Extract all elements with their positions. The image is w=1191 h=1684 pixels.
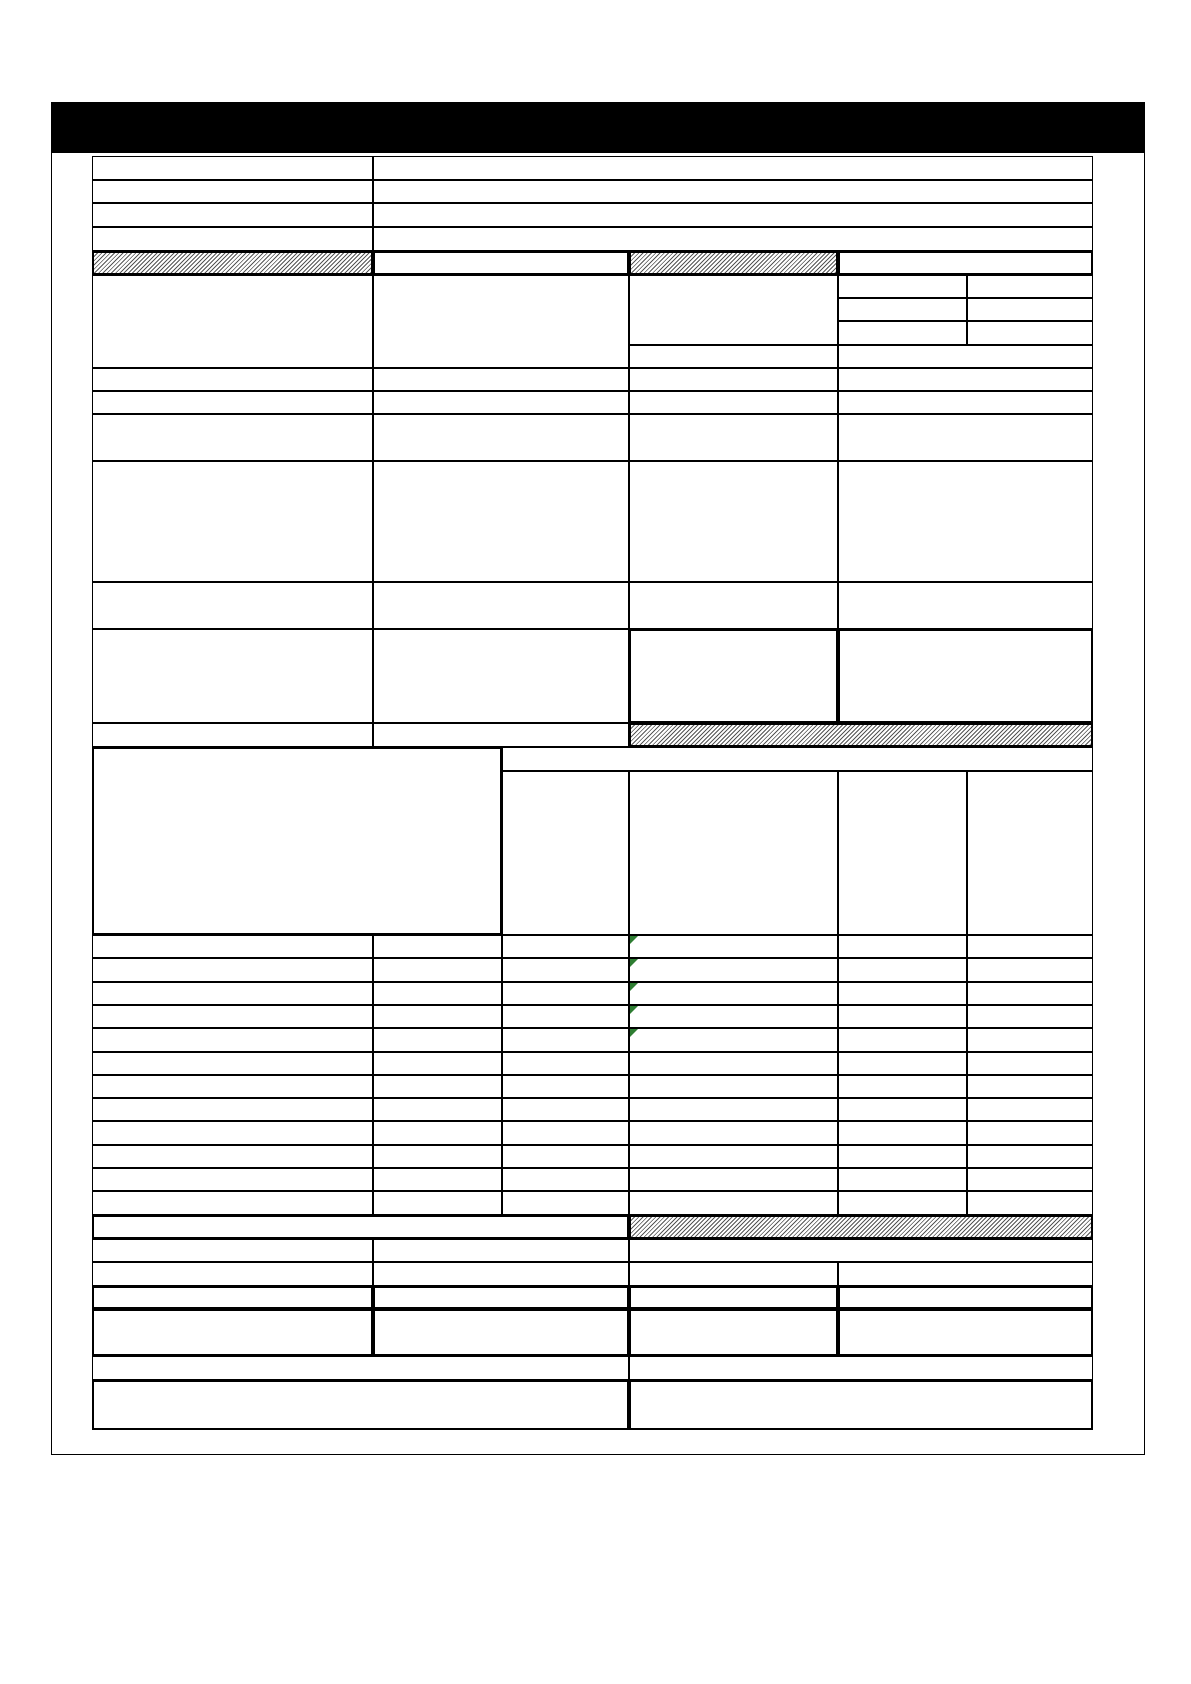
form-field[interactable] xyxy=(838,461,1093,582)
form-field[interactable] xyxy=(838,1262,1093,1286)
table-cell[interactable] xyxy=(629,1028,838,1052)
table-cell[interactable] xyxy=(373,1168,502,1191)
table-cell[interactable] xyxy=(629,1075,838,1098)
form-field[interactable] xyxy=(92,275,373,368)
table-cell[interactable] xyxy=(838,1075,967,1098)
table-cell[interactable] xyxy=(967,1191,1093,1215)
hatched-section-cell xyxy=(629,723,1093,747)
header-label xyxy=(93,228,372,232)
table-cell[interactable] xyxy=(502,1005,629,1028)
sub-grid-field[interactable] xyxy=(967,275,1093,298)
table-header-span[interactable] xyxy=(502,747,1093,771)
cell-comment-indicator-icon xyxy=(630,1006,638,1014)
table-cell[interactable] xyxy=(92,1005,373,1028)
form-field[interactable] xyxy=(838,582,1093,629)
table-cell[interactable] xyxy=(373,1098,502,1121)
header-label xyxy=(93,157,372,161)
table-cell[interactable] xyxy=(502,935,629,958)
form-field[interactable] xyxy=(373,1262,629,1286)
table-cell[interactable] xyxy=(373,1075,502,1098)
header-value-field[interactable] xyxy=(373,203,1093,227)
table-cell[interactable] xyxy=(967,958,1093,982)
form-field[interactable] xyxy=(373,629,629,723)
table-cell[interactable] xyxy=(629,1191,838,1215)
table-cell[interactable] xyxy=(502,982,629,1005)
form-field[interactable] xyxy=(92,1309,373,1356)
form-field[interactable] xyxy=(373,414,629,461)
table-cell[interactable] xyxy=(629,982,838,1005)
form-field[interactable] xyxy=(838,629,1093,723)
table-cell[interactable] xyxy=(838,1028,967,1052)
form-field[interactable] xyxy=(373,1286,629,1309)
table-cell[interactable] xyxy=(967,1075,1093,1098)
table-cell[interactable] xyxy=(967,1005,1093,1028)
header-label xyxy=(93,204,372,208)
table-cell[interactable] xyxy=(629,1098,838,1121)
table-cell[interactable] xyxy=(967,935,1093,958)
table-cell[interactable] xyxy=(92,1168,373,1191)
form-field[interactable] xyxy=(629,1286,838,1309)
form-field[interactable] xyxy=(92,368,373,391)
table-cell[interactable] xyxy=(838,958,967,982)
table-column-header[interactable] xyxy=(629,771,838,935)
table-cell[interactable] xyxy=(629,1145,838,1168)
form-field[interactable] xyxy=(373,461,629,582)
table-cell[interactable] xyxy=(92,1121,373,1145)
form-field[interactable] xyxy=(629,1309,838,1356)
form-field[interactable] xyxy=(92,1356,629,1380)
form-field[interactable] xyxy=(629,582,838,629)
header-label-cell xyxy=(92,180,373,203)
form-field[interactable] xyxy=(373,1239,629,1262)
form-field[interactable] xyxy=(373,275,629,368)
header-value-field[interactable] xyxy=(373,180,1093,203)
form-field[interactable] xyxy=(92,1262,373,1286)
table-cell[interactable] xyxy=(502,1052,629,1075)
form-field[interactable] xyxy=(629,345,838,368)
table-cell[interactable] xyxy=(92,1098,373,1121)
table-cell[interactable] xyxy=(92,935,373,958)
table-header-left[interactable] xyxy=(92,747,502,935)
form-field[interactable] xyxy=(92,1239,373,1262)
signature-field[interactable] xyxy=(629,1380,1093,1430)
form-field[interactable] xyxy=(373,1309,629,1356)
sub-grid-field[interactable] xyxy=(838,298,967,321)
table-cell[interactable] xyxy=(838,1168,967,1191)
form-field[interactable] xyxy=(838,1286,1093,1309)
form-field[interactable] xyxy=(629,461,838,582)
table-cell[interactable] xyxy=(502,958,629,982)
sub-grid-field[interactable] xyxy=(967,298,1093,321)
table-cell[interactable] xyxy=(502,1075,629,1098)
form-field[interactable] xyxy=(629,275,838,345)
table-cell[interactable] xyxy=(838,1098,967,1121)
table-cell[interactable] xyxy=(92,982,373,1005)
sub-grid-field[interactable] xyxy=(838,321,967,345)
form-field[interactable] xyxy=(92,723,373,747)
form-field[interactable] xyxy=(373,368,629,391)
table-cell[interactable] xyxy=(967,1052,1093,1075)
hatched-section-cell xyxy=(92,251,373,275)
header-label-cell xyxy=(92,203,373,227)
cell-comment-indicator-icon xyxy=(630,1029,638,1037)
table-cell[interactable] xyxy=(838,982,967,1005)
header-value xyxy=(374,228,1092,232)
header-value-field[interactable] xyxy=(373,156,1093,180)
signature-field[interactable] xyxy=(92,1380,629,1430)
form-field[interactable] xyxy=(838,1309,1093,1356)
table-cell[interactable] xyxy=(967,1098,1093,1121)
form-field[interactable] xyxy=(838,414,1093,461)
table-cell[interactable] xyxy=(838,1121,967,1145)
table-cell[interactable] xyxy=(838,1191,967,1215)
form-field[interactable] xyxy=(629,368,838,391)
table-column-header[interactable] xyxy=(967,771,1093,935)
table-cell[interactable] xyxy=(373,1005,502,1028)
form-field[interactable] xyxy=(92,461,373,582)
form-field[interactable] xyxy=(838,368,1093,391)
table-cell[interactable] xyxy=(502,1145,629,1168)
table-cell[interactable] xyxy=(373,1052,502,1075)
form-field[interactable] xyxy=(629,391,838,414)
table-cell[interactable] xyxy=(629,1052,838,1075)
section-value-field[interactable] xyxy=(373,251,629,275)
form-field[interactable] xyxy=(92,629,373,723)
table-cell[interactable] xyxy=(92,1052,373,1075)
form-field[interactable] xyxy=(838,391,1093,414)
table-cell[interactable] xyxy=(373,1191,502,1215)
table-cell[interactable] xyxy=(629,1121,838,1145)
table-cell[interactable] xyxy=(373,935,502,958)
table-cell[interactable] xyxy=(838,1052,967,1075)
table-cell[interactable] xyxy=(967,1121,1093,1145)
header-value xyxy=(374,204,1092,208)
table-cell[interactable] xyxy=(92,1075,373,1098)
cell-comment-indicator-icon xyxy=(630,936,638,944)
table-cell[interactable] xyxy=(502,1168,629,1191)
header-label-cell xyxy=(92,156,373,180)
form-field[interactable] xyxy=(92,1286,373,1309)
table-cell[interactable] xyxy=(967,1145,1093,1168)
table-cell[interactable] xyxy=(502,1191,629,1215)
form-field[interactable] xyxy=(838,345,1093,368)
form-field[interactable] xyxy=(92,414,373,461)
table-cell[interactable] xyxy=(629,1005,838,1028)
table-cell[interactable] xyxy=(502,1098,629,1121)
table-cell[interactable] xyxy=(967,982,1093,1005)
table-cell[interactable] xyxy=(373,1028,502,1052)
header-value xyxy=(374,181,1092,185)
form-field[interactable] xyxy=(629,414,838,461)
table-cell[interactable] xyxy=(92,1028,373,1052)
hatched-section-cell xyxy=(629,251,838,275)
header-value xyxy=(374,157,1092,161)
header-label-cell xyxy=(92,227,373,251)
table-cell[interactable] xyxy=(373,1145,502,1168)
table-column-header[interactable] xyxy=(838,771,967,935)
table-cell[interactable] xyxy=(92,958,373,982)
section-value-field[interactable] xyxy=(838,251,1093,275)
sub-grid-field[interactable] xyxy=(838,275,967,298)
table-cell[interactable] xyxy=(502,1121,629,1145)
table-cell[interactable] xyxy=(92,1145,373,1168)
table-cell[interactable] xyxy=(838,935,967,958)
form-field[interactable] xyxy=(629,1356,1093,1380)
cell-comment-indicator-icon xyxy=(630,959,638,967)
table-cell[interactable] xyxy=(92,1191,373,1215)
cell-comment-indicator-icon xyxy=(630,983,638,991)
form-field[interactable] xyxy=(373,723,629,747)
form-field[interactable] xyxy=(373,582,629,629)
table-cell[interactable] xyxy=(967,1168,1093,1191)
table-cell[interactable] xyxy=(373,958,502,982)
table-cell[interactable] xyxy=(838,1005,967,1028)
table-cell[interactable] xyxy=(629,935,838,958)
form-field[interactable] xyxy=(373,391,629,414)
form-field[interactable] xyxy=(629,1239,1093,1262)
table-column-header[interactable] xyxy=(502,771,629,935)
table-cell[interactable] xyxy=(373,982,502,1005)
table-cell[interactable] xyxy=(629,1168,838,1191)
form-field[interactable] xyxy=(92,391,373,414)
header-label xyxy=(93,181,372,185)
table-cell[interactable] xyxy=(838,1145,967,1168)
table-cell[interactable] xyxy=(629,958,838,982)
table-cell[interactable] xyxy=(373,1121,502,1145)
sub-grid-field[interactable] xyxy=(967,321,1093,345)
form-field[interactable] xyxy=(92,1215,629,1239)
table-cell[interactable] xyxy=(967,1028,1093,1052)
table-cell[interactable] xyxy=(502,1028,629,1052)
form-title-banner xyxy=(51,102,1145,153)
form-field[interactable] xyxy=(629,629,838,723)
hatched-section-cell xyxy=(629,1215,1093,1239)
form-field[interactable] xyxy=(92,582,373,629)
form-title xyxy=(51,102,1145,153)
form-field[interactable] xyxy=(629,1262,838,1286)
header-value-field[interactable] xyxy=(373,227,1093,251)
